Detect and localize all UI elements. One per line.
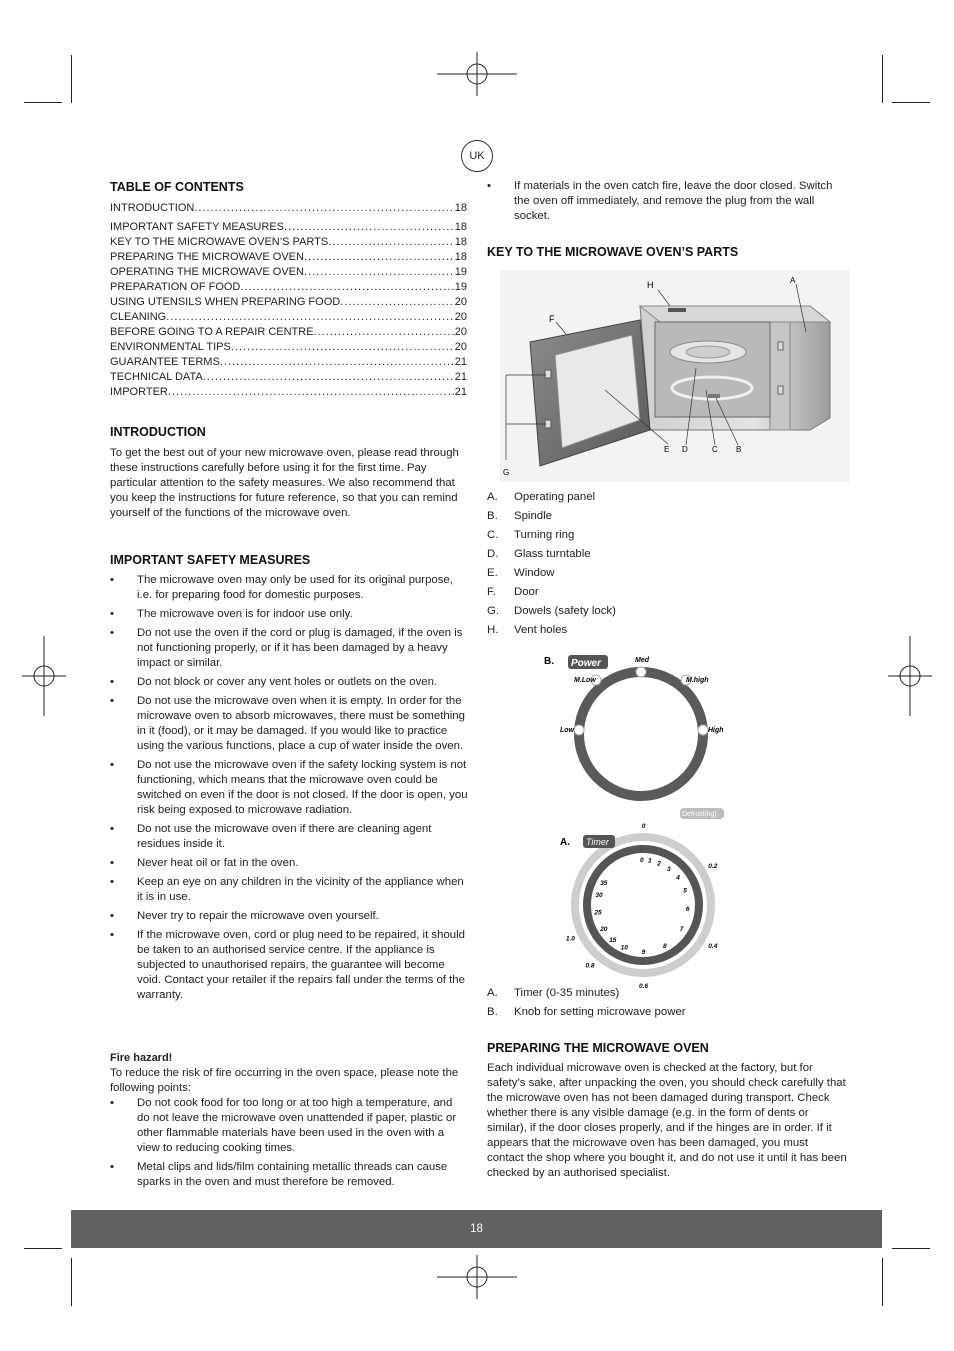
part-item xyxy=(487,621,817,640)
toc-entry-page: 21 xyxy=(454,356,467,368)
part-text: Door xyxy=(514,586,539,598)
power-level-mhigh: M.high xyxy=(686,677,709,684)
timer-minute-label: 4 xyxy=(676,874,680,882)
part-item xyxy=(487,545,817,564)
crop-mark xyxy=(71,1258,72,1306)
registration-mark xyxy=(437,52,517,96)
list-item: • If materials in the oven catch fire, leave the door closed. Switch the oven off immediately, and remove the plug from the wall socket. xyxy=(487,179,845,224)
timer-minute-label: 1 xyxy=(648,857,652,865)
list-item: • Do not use the microwave oven when it is empty. In order for the microwave oven to absorb microwaves, there must be something in it (food), or it may be damaged. If you would like to practice using the various functions, place a cup of water inside the oven. xyxy=(110,694,468,754)
crop-mark xyxy=(892,102,930,103)
timer-minute-label: 15 xyxy=(609,937,617,945)
list-item: • If the microwave oven, cord or plug need to be repaired, it should be taken to an authorised service centre. If the appliance is subjected to unauthorised repairs, the guarantee will become void. Contact your retailer if the repairs fall under the terms of the warranty. xyxy=(110,928,468,1003)
toc-entry-page: 20 xyxy=(454,326,467,338)
timer-weight-label: 1.0 xyxy=(565,935,575,943)
part-letter: A. xyxy=(487,491,498,503)
toc-entry-label: IMPORTANT SAFETY MEASURES xyxy=(110,221,284,233)
part-letter: H. xyxy=(487,624,499,636)
part-item xyxy=(487,1003,817,1022)
toc-entry[interactable] xyxy=(110,325,467,340)
toc-entry-label: INTRODUCTION xyxy=(110,202,195,214)
knob-list xyxy=(487,984,817,1022)
toc-entry[interactable] xyxy=(110,310,467,325)
part-text: Turning ring xyxy=(514,529,575,541)
power-knob-diagram xyxy=(540,648,740,808)
timer-weight-label: 0.6 xyxy=(639,983,649,990)
timer-weight-label: 0.4 xyxy=(708,943,718,950)
crop-mark xyxy=(71,55,72,103)
toc-leader-dots xyxy=(304,265,455,280)
intro-title: INTRODUCTION xyxy=(110,425,206,439)
diagram-label-g: G xyxy=(503,468,510,477)
crop-mark xyxy=(24,102,62,103)
timer-minute-label: 30 xyxy=(595,891,603,899)
part-letter: B. xyxy=(487,1006,498,1018)
toc-entry-label: GUARANTEE TERMS xyxy=(110,356,220,368)
diagram-label-c: C xyxy=(712,445,718,454)
list-item: • Keep an eye on any children in the vicinity of the appliance when it is in use. xyxy=(110,875,468,905)
timer-weight-label: 0 xyxy=(641,823,646,830)
diagram-label-h: H xyxy=(647,280,654,290)
registration-mark xyxy=(888,636,932,716)
toc-leader-dots xyxy=(220,355,455,370)
toc-entry[interactable] xyxy=(110,280,467,295)
diagram-label-a: A xyxy=(790,276,796,285)
toc-entry-page: 18 xyxy=(454,202,467,214)
toc-entry[interactable] xyxy=(110,265,467,280)
toc-entry[interactable] xyxy=(110,235,467,250)
parts-list xyxy=(487,488,817,640)
registration-mark xyxy=(22,636,66,716)
part-letter: E. xyxy=(487,567,498,579)
toc-leader-dots xyxy=(284,220,455,235)
toc-entry[interactable] xyxy=(110,385,467,400)
part-text: Vent holes xyxy=(514,624,568,636)
timer-minute-label: 35 xyxy=(600,880,608,887)
toc-leader-dots xyxy=(240,280,454,295)
list-item: • The microwave oven is for indoor use only. xyxy=(110,607,468,622)
prep-title: PREPARING THE MICROWAVE OVEN xyxy=(487,1041,709,1055)
timer-minute-label: 2 xyxy=(657,860,661,868)
part-item xyxy=(487,984,817,1003)
toc-entry-label: OPERATING THE MICROWAVE OVEN xyxy=(110,266,304,278)
toc-entry-page: 20 xyxy=(454,296,467,308)
toc-entry-page: 18 xyxy=(454,236,467,248)
defrost-label: Defrost(kg) xyxy=(682,811,717,818)
part-item xyxy=(487,564,817,583)
power-level-high: High xyxy=(708,727,724,734)
toc-entry-page: 21 xyxy=(454,386,467,398)
crop-mark xyxy=(24,1248,62,1249)
part-item xyxy=(487,526,817,545)
oven-diagram xyxy=(500,270,850,482)
timer-tag: A. xyxy=(560,837,570,848)
toc-entry-label: ENVIRONMENTAL TIPS xyxy=(110,341,231,353)
toc-entry-page: 20 xyxy=(454,341,467,353)
timer-minute-label: 20 xyxy=(600,926,608,933)
toc-entry[interactable] xyxy=(110,201,467,216)
key-title: KEY TO THE MICROWAVE OVEN’S PARTS xyxy=(487,245,739,259)
part-letter: D. xyxy=(487,548,499,560)
list-item: • Metal clips and lids/film containing metallic threads can cause sparks in the oven and must therefore be removed. xyxy=(110,1160,468,1190)
toc-leader-dots xyxy=(340,295,455,310)
part-item xyxy=(487,602,817,621)
toc-entry-page: 20 xyxy=(454,311,467,323)
part-text: Dowels (safety lock) xyxy=(514,605,616,617)
timer-weight-label: 0.2 xyxy=(708,863,718,870)
list-item: • Do not cook food for too long or at too high a temperature, and do not leave the microwave oven unattended if paper, plastic or other flammable materials have been used in the oven with a view to reducing cooking times. xyxy=(110,1096,468,1156)
fire-intro: To reduce the risk of fire occurring in the oven space, please note the following points: xyxy=(110,1067,459,1094)
diagram-label-d: D xyxy=(682,445,688,454)
power-level-mlow: M.Low xyxy=(574,677,596,684)
safety-title: IMPORTANT SAFETY MEASURES xyxy=(110,553,311,567)
timer-knob-diagram xyxy=(540,805,750,990)
part-text: Spindle xyxy=(514,510,552,522)
timer-minute-label: 25 xyxy=(594,909,602,917)
power-level-med: Med xyxy=(635,657,649,664)
toc-entry-label: IMPORTER xyxy=(110,386,168,398)
timer-weight-label: 0.8 xyxy=(585,962,595,970)
part-text: Knob for setting microwave power xyxy=(514,1006,686,1018)
part-text: Operating panel xyxy=(514,491,596,503)
timer-minute-label: 10 xyxy=(620,944,628,952)
crop-mark xyxy=(882,1258,883,1306)
timer-minute-label: 3 xyxy=(667,865,671,873)
part-letter: F. xyxy=(487,586,496,598)
list-item: • Never try to repair the microwave oven yourself. xyxy=(110,909,468,924)
toc-leader-dots xyxy=(328,235,455,250)
list-item: • Do not block or cover any vent holes or outlets on the oven. xyxy=(110,675,468,690)
toc-entry-label: BEFORE GOING TO A REPAIR CENTRE xyxy=(110,326,314,338)
toc-entry-label: PREPARATION OF FOOD xyxy=(110,281,241,293)
toc-leader-dots xyxy=(203,370,455,385)
toc-leader-dots xyxy=(168,385,455,400)
power-label: Power xyxy=(571,658,602,669)
fire-title: Fire hazard! xyxy=(110,1052,173,1064)
registration-mark xyxy=(437,1255,517,1299)
toc-entry[interactable] xyxy=(110,295,467,310)
toc-leader-dots xyxy=(194,201,454,216)
prep-text: Each individual microwave oven is checked at the factory, but for safety’s sake, after unpacking the oven, you should check carefully that the microwave oven has not been damaged during transport. Check whether there is any visible damage (e.g. in the form of dents or similar), if the door closes properly, and if the hinges are in order. If it appears that the microwave oven has been damaged, you must contact the shop where you bought it, and do not use it until it has been checked by an authorised specialist. xyxy=(487,1062,847,1179)
toc-entry-page: 21 xyxy=(454,371,467,383)
diagram-label-f: F xyxy=(549,314,555,324)
timer-minute-label: 9 xyxy=(641,949,646,956)
timer-minute-label: 8 xyxy=(663,942,667,950)
diagram-label-b: B xyxy=(736,445,742,454)
timer-minute-label: 7 xyxy=(679,926,684,933)
toc-entry[interactable] xyxy=(110,250,467,265)
part-letter: B. xyxy=(487,510,498,522)
toc-entry-page: 18 xyxy=(454,251,467,263)
part-letter: C. xyxy=(487,529,499,541)
toc-entry[interactable] xyxy=(110,340,467,355)
diagram-label-e: E xyxy=(664,445,670,454)
page-number: 18 xyxy=(470,1223,483,1235)
part-item xyxy=(487,507,817,526)
page-footer xyxy=(71,1210,882,1248)
part-letter: A. xyxy=(487,987,498,999)
toc-entry[interactable] xyxy=(110,355,467,370)
toc-entry-label: TECHNICAL DATA xyxy=(110,371,203,383)
crop-mark xyxy=(882,55,883,103)
toc-entry-label: KEY TO THE MICROWAVE OVEN’S PARTS xyxy=(110,236,329,248)
part-text: Window xyxy=(514,567,555,579)
toc-entry-page: 19 xyxy=(454,266,467,278)
toc-entry-page: 18 xyxy=(454,221,467,233)
toc-entry-label: USING UTENSILS WHEN PREPARING FOOD xyxy=(110,296,341,308)
toc-leader-dots xyxy=(166,310,455,325)
toc-entry-label: CLEANING xyxy=(110,311,167,323)
timer-minute-label: 5 xyxy=(683,887,687,895)
part-text: Glass turntable xyxy=(514,548,591,560)
toc-entry-label: PREPARING THE MICROWAVE OVEN xyxy=(110,251,304,263)
table-of-contents xyxy=(110,201,467,400)
power-tag: B. xyxy=(544,656,554,667)
toc-title: TABLE OF CONTENTS xyxy=(110,180,244,194)
fire-list-continued xyxy=(487,179,845,228)
timer-label: Timer xyxy=(586,837,609,847)
language-badge: UK xyxy=(461,140,493,172)
toc-leader-dots xyxy=(314,325,455,340)
part-item xyxy=(487,583,817,602)
list-item: • Do not use the microwave oven if there are cleaning agent residues inside it. xyxy=(110,822,468,852)
toc-entry-page: 19 xyxy=(454,281,467,293)
safety-list xyxy=(110,573,468,1007)
fire-list xyxy=(110,1096,468,1194)
timer-minute-label: 0 xyxy=(640,857,644,864)
toc-entry[interactable] xyxy=(110,370,467,385)
part-item xyxy=(487,488,817,507)
timer-minute-label: 6 xyxy=(685,906,690,914)
list-item: • Never heat oil or fat in the oven. xyxy=(110,856,468,871)
toc-entry[interactable] xyxy=(110,220,467,235)
toc-leader-dots xyxy=(231,340,455,355)
intro-text: To get the best out of your new microwave oven, please read through these instructions carefully before using it for the first time. Pay particular attention to the safety measures. We also recommend that you keep the instructions for future reference, so that you can remind yourself of the functions of the microwave oven. xyxy=(110,447,459,519)
part-letter: G. xyxy=(487,605,500,617)
toc-leader-dots xyxy=(304,250,455,265)
crop-mark xyxy=(892,1248,930,1249)
power-level-low: Low xyxy=(560,727,574,734)
list-item: • The microwave oven may only be used for its original purpose, i.e. for preparing food for domestic purposes. xyxy=(110,573,468,603)
part-text: Timer (0-35 minutes) xyxy=(514,987,620,999)
list-item: • Do not use the oven if the cord or plug is damaged, if the oven is not functioning properly, or if it has been damaged by a heavy impact or similar. xyxy=(110,626,468,671)
list-item: • Do not use the microwave oven if the safety locking system is not functioning, which means that the microwave oven could be switched on even if the door is not closed. If the door is open, you risk being exposed to microwave radiation. xyxy=(110,758,468,818)
